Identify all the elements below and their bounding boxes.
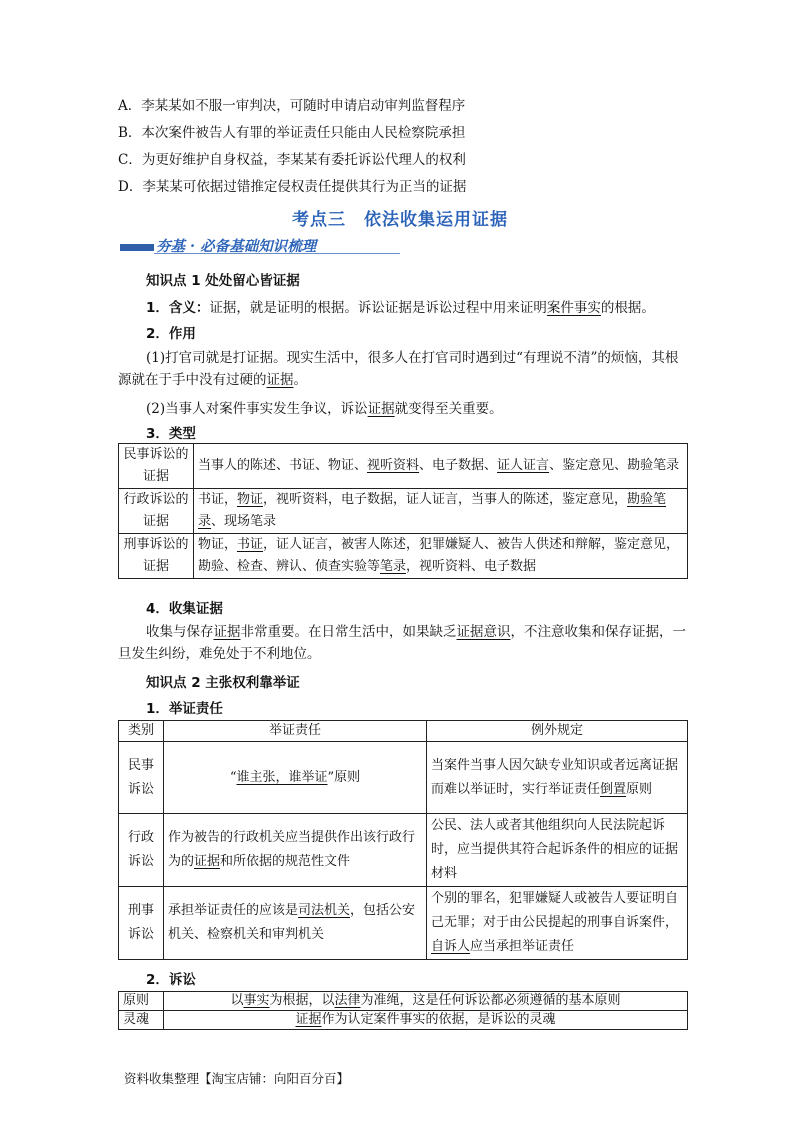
criminal-category: 刑事诉讼 — [119, 887, 164, 960]
burden-of-proof-table — [118, 720, 688, 960]
admin-burden: 作为被告的行政机关应当提供作出该行政行为的证据和所依据的规范性文件 — [164, 814, 427, 887]
civil-burden: “谁主张，谁举证”原则 — [164, 742, 427, 814]
soul-content: 证据作为认定案件事实的依据，是诉讼的灵魂 — [164, 1011, 688, 1030]
evidence-types-table — [118, 443, 688, 579]
table-row — [119, 444, 688, 489]
litigation-label: 2．诉讼 — [146, 972, 196, 988]
collect-paragraph: 收集与保存证据非常重要。在日常生活中，如果缺乏证据意识，不注意收集和保存证据，一旦发生纠纷，难免处于不利地位。 — [118, 624, 686, 662]
table-row — [119, 534, 688, 579]
footer-note: 资料收集整理【淘宝店铺：向阳百分百】 — [124, 1071, 350, 1086]
role-paragraph-2: (2)当事人对案件事实发生争议，诉讼证据就变得至关重要。 — [146, 401, 503, 417]
collect-label: 4．收集证据 — [146, 601, 223, 617]
criminal-burden: 承担举证责任的应该是司法机关，包括公安机关、检察机关和审判机关 — [164, 887, 427, 960]
soul-label: 灵魂 — [119, 1011, 164, 1030]
table-row — [119, 887, 688, 960]
criminal-type-content: 物证，书证，证人证言，被害人陈述，犯罪嫌疑人、被告人供述和辩解，鉴定意见，勘验、检查、辨认、侦查实验等笔录，视听资料、电子数据 — [194, 534, 688, 579]
def-end: 的根据。 — [600, 300, 655, 316]
def-label: 1．含义： — [146, 300, 210, 316]
banner-title: 夯基 · 必备基础知识梳理 — [156, 238, 317, 255]
criminal-exception: 个别的罪名，犯罪嫌疑人或被告人要证明自己无罪；对于由公民提起的刑事自诉案件，自诉人应当承担举证责任 — [427, 887, 688, 960]
admin-category: 行政诉讼 — [119, 814, 164, 887]
admin-type-label: 行政诉讼的证据 — [119, 489, 194, 534]
table-row — [119, 742, 688, 814]
principle-label: 原则 — [119, 992, 164, 1011]
role-label: 2．作用 — [146, 326, 196, 342]
admin-exception: 公民、法人或者其他组织向人民法院起诉时，应当提供其符合起诉条件的相应的证据材料 — [427, 814, 688, 887]
civil-category: 民事诉讼 — [119, 742, 164, 814]
def-underline: 案件事实 — [546, 300, 601, 316]
civil-exception: 当案件当事人因欠缺专业知识或者远离证据而难以举证时，实行举证责任倒置原则 — [427, 742, 688, 814]
section-heading: 考点三 依法收集运用证据 — [292, 210, 508, 230]
table-row — [119, 814, 688, 887]
table-row — [119, 1011, 688, 1030]
table-row — [119, 489, 688, 534]
kp1-definition — [146, 296, 655, 316]
option-b: B．本次案件被告人有罪的举证责任只能由人民检察院承担 — [118, 125, 466, 141]
col-category: 类别 — [119, 721, 164, 742]
criminal-type-label: 刑事诉讼的证据 — [119, 534, 194, 579]
table-header-row — [119, 721, 688, 742]
option-a: A．李某某如不服一审判决，可随时申请启动审判监督程序 — [118, 98, 466, 114]
col-exception: 例外规定 — [427, 721, 688, 742]
role-paragraph-1: (1)打官司就是打证据。现实生活中，很多人在打官司时遇到过“有理说不清”的烦恼，其根源就在于手中没有过硬的证据。 — [118, 350, 679, 388]
litigation-table — [118, 991, 688, 1030]
def-text: 证据，就是证明的根据。诉讼证据是诉讼过程中用来证明 — [209, 300, 547, 316]
civil-type-content: 当事人的陈述、书证、物证、视听资料、电子数据、证人证言、鉴定意见、勘验笔录 — [194, 444, 688, 489]
kp1-title: 知识点 1 处处留心皆证据 — [146, 273, 300, 289]
option-c: C．为更好维护自身权益，李某某有委托诉讼代理人的权利 — [118, 152, 466, 168]
col-burden: 举证责任 — [164, 721, 427, 742]
table-row — [119, 992, 688, 1011]
option-d: D．李某某可依据过错推定侵权责任提供其行为正当的证据 — [118, 179, 467, 195]
banner-bar — [120, 244, 154, 251]
kp2-title: 知识点 2 主张权利靠举证 — [146, 675, 300, 691]
admin-type-content: 书证，物证，视听资料，电子数据，证人证言，当事人的陈述，鉴定意见，勘验笔录、现场笔录 — [194, 489, 688, 534]
types-label: 3．类型 — [146, 426, 196, 442]
principle-content: 以事实为根据，以法律为准绳，这是任何诉讼都必须遵循的基本原则 — [164, 992, 688, 1011]
civil-type-label: 民事诉讼的证据 — [119, 444, 194, 489]
burden-label: 1．举证责任 — [146, 701, 223, 717]
